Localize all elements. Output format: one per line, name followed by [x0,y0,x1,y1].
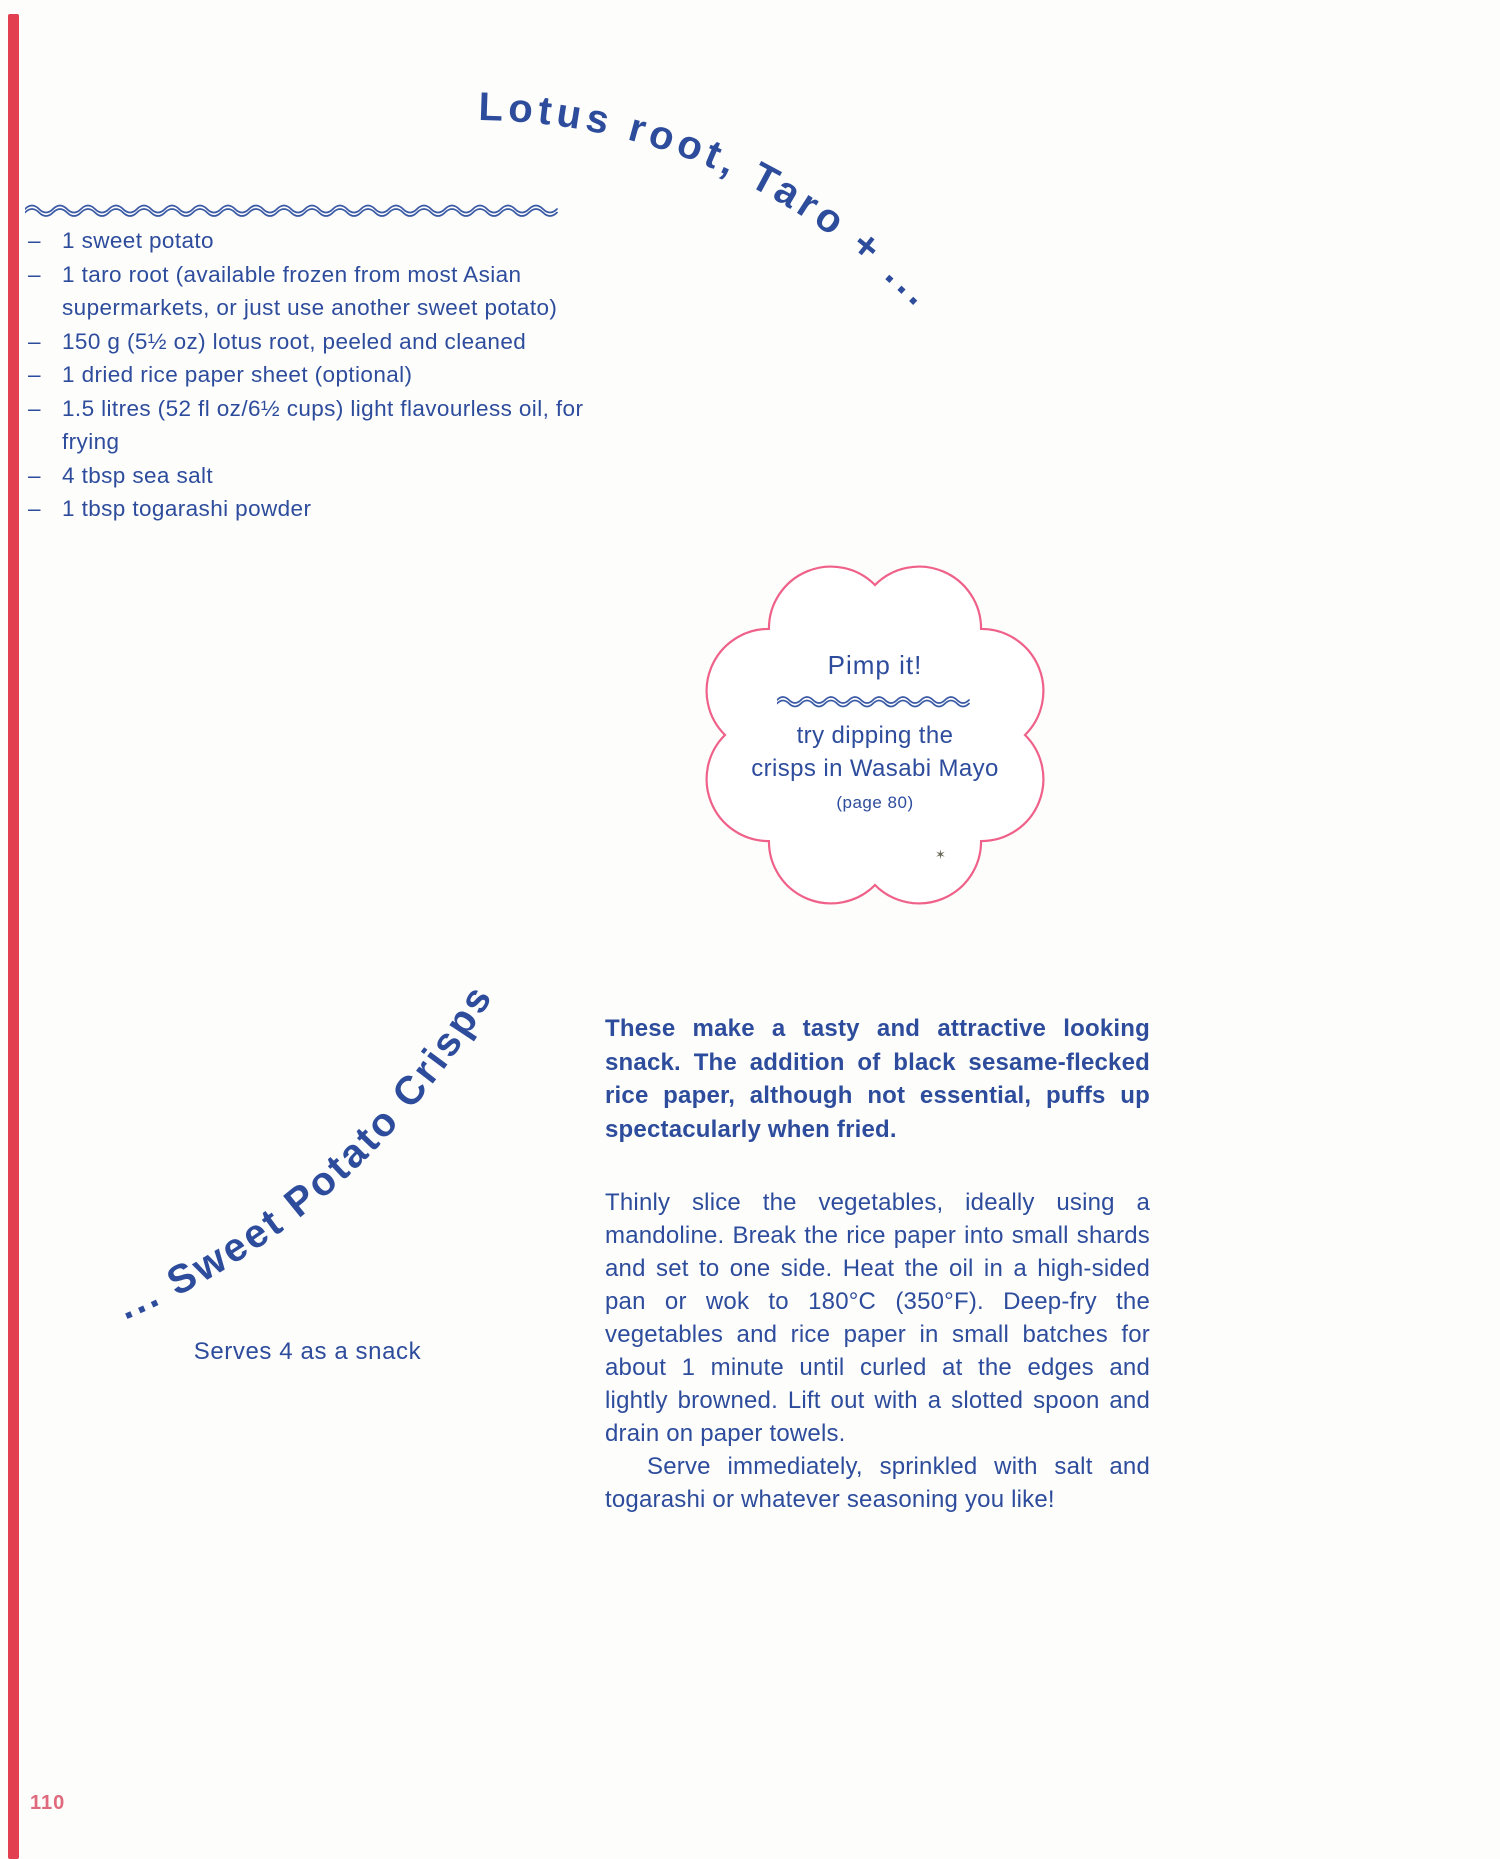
recipe-name-textpath: ... Sweet Potato Crisps [111,976,502,1329]
wavy-divider [25,203,573,219]
ingredient-bullet: – [28,261,41,287]
sparkle-icon: ✶ [935,847,946,862]
recipe-method-paragraph-2: Serve immediately, sprinkled with salt and togarashi or whatever seasoning you like! [605,1453,1150,1513]
ingredient-bullet: – [28,496,41,521]
badge-text-line1: try dipping the [796,722,954,749]
badge-content [725,650,1025,813]
pimp-it-badge [690,550,1060,920]
ingredient-text: 1 sweet potato [62,228,214,253]
ingredient-text: 1 dried rice paper sheet (optional) [62,362,413,387]
recipe-title-textpath: Lotus root, Taro + ... [477,84,944,317]
ingredient-bullet: – [28,362,41,387]
ingredient-bullet: – [28,328,41,354]
ingredient-item [28,492,603,526]
page-number: 110 [30,1792,66,1814]
recipe-method-paragraph-1: Thinly slice the vegetables, ideally using a mandoline. Break the rice paper into small shards and set to one side. Heat the oil in a high-sided pan or wok to 180°C (350°F). Deep-fry the vegetables and rice paper in small batches for about 1 minute until curled at the edges and lightly browned. Lift out with a slotted spoon and drain on paper towels. [605,1189,1150,1447]
ingredient-bullet: – [28,395,41,421]
ingredient-bullet: – [28,228,41,253]
ingredient-text: 1 tbsp togarashi powder [62,496,312,521]
ingredient-item [28,392,603,459]
badge-page-ref: (page 80) [836,793,914,812]
ingredients-list [28,224,603,526]
ingredient-item [28,224,603,258]
ingredient-text: 4 tbsp sea salt [62,462,214,488]
ingredient-item [28,258,603,325]
serves-note: Serves 4 as a snack [193,1338,422,1365]
ingredient-text: 1.5 litres (52 fl oz/6½ cups) light flavourless oil, for frying [62,395,584,454]
recipe-name-arc [80,880,620,1360]
ingredient-item [28,459,603,493]
ingredient-item [28,325,603,359]
recipe-name-text [111,976,501,1328]
ingredient-item [28,358,603,392]
badge-title: Pimp it! [827,650,923,680]
badge-wavy-divider [777,695,973,709]
recipe-intro: These make a tasty and attractive looking snack. The addition of black sesame-flecked rice paper, although not essential, puffs up spectacularly when fried. [605,1015,1150,1143]
recipe-body-column [605,1012,1150,1516]
ingredient-text: 1 taro root (available frozen from most Asian supermarkets, or just use another sweet potato) [62,261,558,320]
ingredient-bullet: – [28,462,41,488]
ingredient-text: 150 g (5½ oz) lotus root, peeled and cleaned [62,328,527,354]
page-edge-strip [8,14,19,1859]
badge-text-line2: crisps in Wasabi Mayo [751,755,999,782]
